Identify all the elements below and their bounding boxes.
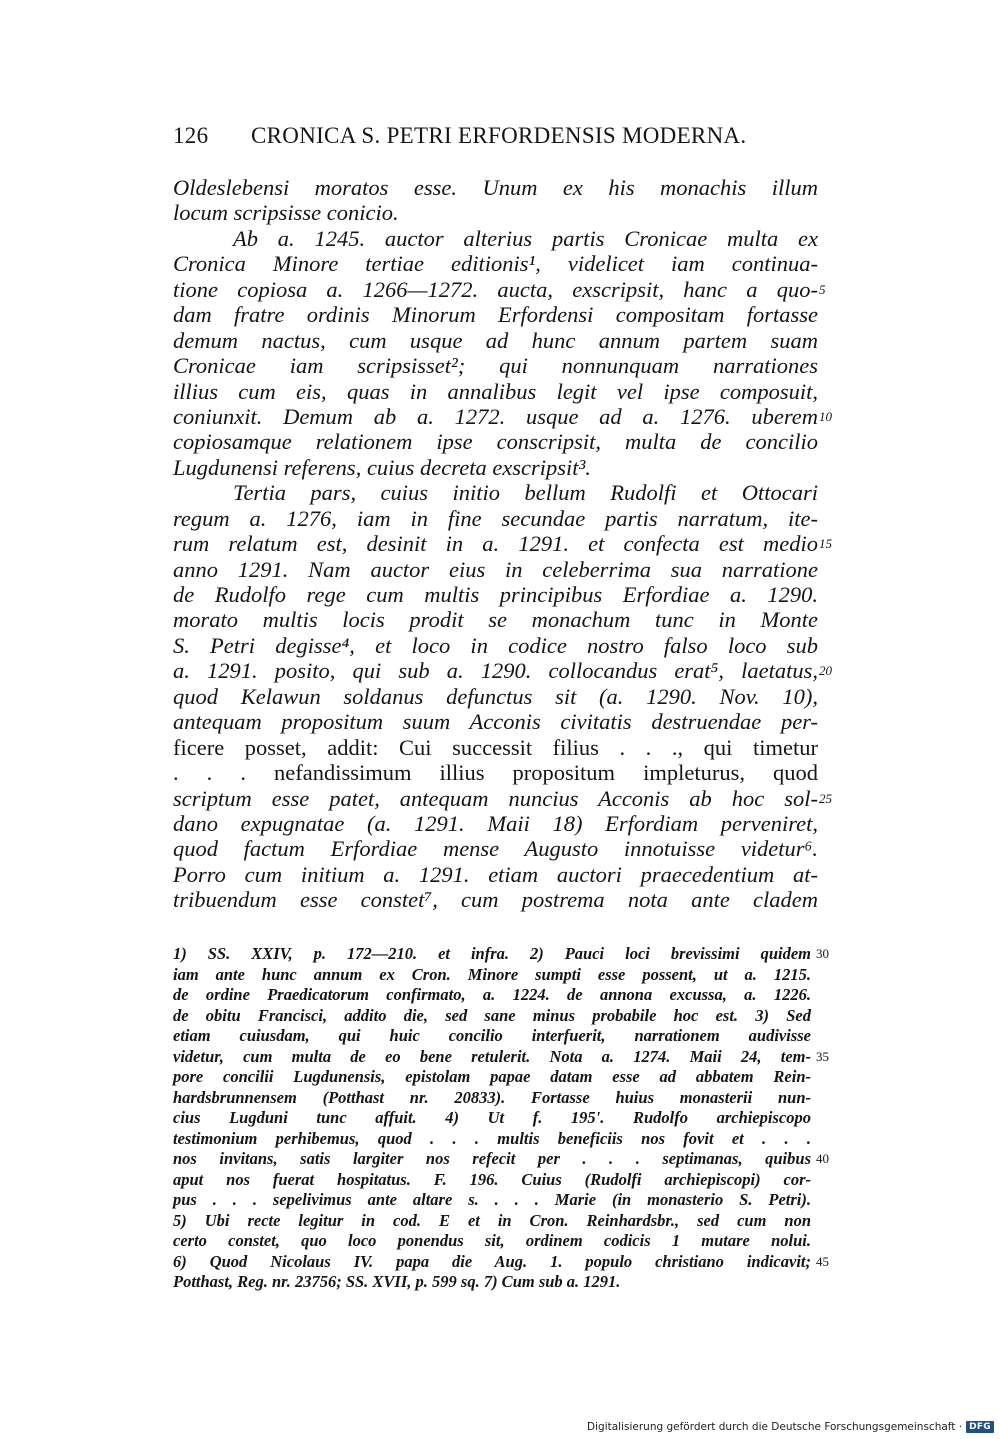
text-line-content: Cronica Minore tertiae editionis¹, videlicet iam continua- (173, 251, 818, 277)
text-line-content: Porro cum initium a. 1291. etiam auctori praecedentium at- (173, 861, 818, 887)
text-line-content: Ab a. 1245. auctor alterius partis Cronicae multa ex (233, 225, 818, 251)
text-line-content: anno 1291. Nam auctor eius in celeberrima sua narratione (173, 556, 818, 582)
line-number: 40 (816, 1151, 829, 1166)
footnote-line-content: testimonium perhibemus, quod . . . multis beneficiis nos fovit et . . . (173, 1128, 811, 1148)
text-line (173, 302, 818, 327)
text-line (173, 862, 818, 887)
footnote-line (173, 1190, 811, 1211)
text-line (173, 455, 818, 480)
footnote-line-content: Potthast, Reg. nr. 23756; SS. XVII, p. 599 sq. 7) Cum sub a. 1291. (173, 1272, 621, 1291)
text-line (173, 226, 818, 251)
text-line-content: antequam propositum suum Acconis civitatis destruendae per- (173, 709, 818, 735)
running-title: CRONICA S. PETRI ERFORDENSIS MODERNA. (251, 123, 747, 148)
footnote-line (173, 1231, 811, 1252)
text-line (173, 887, 818, 912)
page-number: 126 (173, 123, 209, 148)
text-line (173, 785, 832, 811)
text-line (173, 633, 818, 658)
text-line-content: copiosamque relationem ipse conscripsit, multa de concilio (173, 429, 818, 455)
text-line-content: . . . nefandissimum illius propositum impleturus, quod (173, 760, 818, 786)
text-line-content: illius cum eis, quas in annalibus legit vel ipse composuit, (173, 378, 818, 404)
text-line-content: regum a. 1276, iam in fine secundae partis narratum, ite- (173, 505, 818, 531)
funding-note: Digitalisierung gefördert durch die Deutsche Forschungsgemeinschaft · (587, 1421, 963, 1433)
footnote-line (173, 965, 811, 986)
footnotes (173, 944, 829, 1293)
footnote-line-content: videtur, cum multa de eo bene retulerit. Nota a. 1274. Maii 24, tem- (173, 1046, 811, 1066)
text-line (173, 836, 818, 861)
text-line-content: morato multis locis prodit se monachum tunc in Monte (173, 607, 818, 633)
line-number: 15 (819, 536, 832, 552)
line-number: 30 (816, 946, 829, 961)
footnote-line-content: cius Lugduni tunc affuit. 4) Ut f. 195'. Rudolfo archiepiscopo (173, 1108, 811, 1127)
text-line (173, 760, 818, 785)
text-line-content: rum relatum est, desinit in a. 1291. et confecta est medio (173, 531, 818, 557)
footnote-line (173, 1026, 811, 1047)
text-line (173, 251, 818, 276)
footnote-line (173, 1088, 811, 1109)
text-line-content: locum scripsisse conicio. (173, 200, 399, 226)
footnote-line (173, 1211, 811, 1232)
footnote-line-content: certo constet, quo loco ponendus sit, ordinem codicis 1 mutare nolui. (173, 1231, 811, 1250)
line-number: 45 (816, 1253, 829, 1269)
footnote-line (173, 1067, 811, 1088)
text-line-content: scriptum esse patet, antequam nuncius Acconis ab hoc sol- (173, 785, 818, 811)
text-line-content: demum nactus, cum usque ad hunc annum partem suam (173, 327, 818, 353)
text-line (173, 735, 818, 760)
dfg-logo: DFG (966, 1421, 994, 1433)
footnote-line-content: etiam cuiusdam, qui huic concilio interfuerit, narrationem audivisse (173, 1026, 811, 1045)
text-line-content: dam fratre ordinis Minorum Erfordensi compositam fortasse (173, 302, 818, 328)
footnote-line-content: 6) Quod Nicolaus IV. papa die Aug. 1. populo christiano indicavit; (173, 1251, 811, 1271)
text-line (173, 506, 818, 531)
line-number: 20 (819, 663, 832, 679)
footnote-line-content: pore concilii Lugdunensis, epistolam papae datam esse ad abbatem Rein- (173, 1067, 811, 1086)
text-line (173, 557, 818, 582)
line-number: 5 (819, 281, 826, 297)
funding-footer (587, 1421, 994, 1433)
text-line-content: quod Kelawun soldanus defunctus sit (a. 1290. Nov. 10), (173, 683, 818, 709)
footnote-line-content: nos invitans, satis largiter nos refecit per . . . septimanas, quibus (173, 1149, 811, 1168)
footnote-line-content: 1) SS. XXIV, p. 172—210. et infra. 2) Pauci loci brevissimi quidem (173, 944, 811, 963)
footnote-line (173, 1129, 811, 1150)
text-line (173, 429, 818, 454)
text-line (173, 480, 818, 505)
footnote-line (173, 1149, 829, 1170)
footnote-line-content: iam ante hunc annum ex Cron. Minore sumpti esse possent, ut a. 1215. (173, 964, 811, 984)
text-line (173, 175, 818, 200)
text-line (173, 684, 818, 709)
text-line (173, 607, 818, 632)
text-line (173, 403, 832, 429)
text-line (173, 811, 818, 836)
line-number: 35 (816, 1048, 829, 1064)
text-line (173, 379, 818, 404)
text-line-content: tribuendum esse constet⁷, cum postrema nota ante cladem (173, 887, 818, 913)
footnote-line (173, 985, 811, 1006)
text-line (173, 328, 818, 353)
text-line-content: quod factum Erfordiae mense Augusto innotuisse videtur⁶. (173, 836, 818, 862)
text-line-content: a. 1291. posito, qui sub a. 1290. collocandus erat⁵, laetatus, (173, 658, 818, 684)
footnote-line (173, 1272, 811, 1293)
footnote-line-content: pus . . . sepelivimus ante altare s. . . . Marie (in monasterio S. Petri). (173, 1190, 811, 1209)
line-number: 25 (819, 790, 832, 806)
text-line-content: Lugdunensi referens, cuius decreta exscripsit³. (173, 454, 591, 480)
text-line (173, 276, 826, 302)
text-line-content: ficere posset, addit: Cui successit filius . . ., qui timetur (173, 734, 818, 760)
footnote-line (173, 944, 829, 965)
footnote-line-content: hardsbrunnensem (Potthast nr. 20833). Fortasse huius monasterii nun- (173, 1087, 811, 1107)
text-line-content: Cronicae iam scripsisset²; qui nonnunquam narrationes (173, 353, 818, 379)
footnote-line (173, 1046, 829, 1068)
text-line-content: de Rudolfo rege cum multis principibus Erfordiae a. 1290. (173, 582, 818, 607)
text-line (173, 582, 818, 607)
footnote-line (173, 1251, 829, 1273)
footnote-line (173, 1108, 811, 1129)
text-line (173, 531, 832, 557)
page-header (173, 123, 813, 149)
footnote-line-content: aput nos fuerat hospitatus. F. 196. Cuius (Rudolfi archiepiscopi) cor- (173, 1169, 811, 1189)
footnote-line-content: de ordine Praedicatorum confirmato, a. 1224. de annona excussa, a. 1226. (173, 985, 811, 1004)
text-line-content: coniunxit. Demum ab a. 1272. usque ad a. 1276. uberem (173, 403, 818, 429)
footnote-line-content: 5) Ubi recte legitur in cod. E et in Cron. Reinhardsbr., sed cum non (173, 1210, 811, 1230)
text-line-content: tione copiosa a. 1266—1272. aucta, exscripsit, hanc a quo- (173, 276, 818, 302)
footnote-line (173, 1006, 811, 1027)
main-text (173, 175, 832, 913)
footnote-line-content: de obitu Francisci, addito die, sed sane minus probabile hoc est. 3) Sed (173, 1005, 811, 1025)
text-line-content: S. Petri degisse⁴, et loco in codice nostro falso loco sub (173, 632, 818, 658)
text-line-content: Tertia pars, cuius initio bellum Rudolfi et Ottocari (233, 480, 818, 506)
text-line (173, 709, 818, 734)
text-line (173, 353, 818, 378)
footnote-line (173, 1170, 811, 1191)
text-line (173, 200, 818, 225)
line-number: 10 (819, 408, 832, 424)
text-line-content: Oldeslebensi moratos esse. Unum ex his monachis illum (173, 175, 818, 200)
text-line-content: dano expugnatae (a. 1291. Maii 18) Erfordiam perveniret, (173, 810, 818, 836)
text-line (173, 658, 832, 684)
